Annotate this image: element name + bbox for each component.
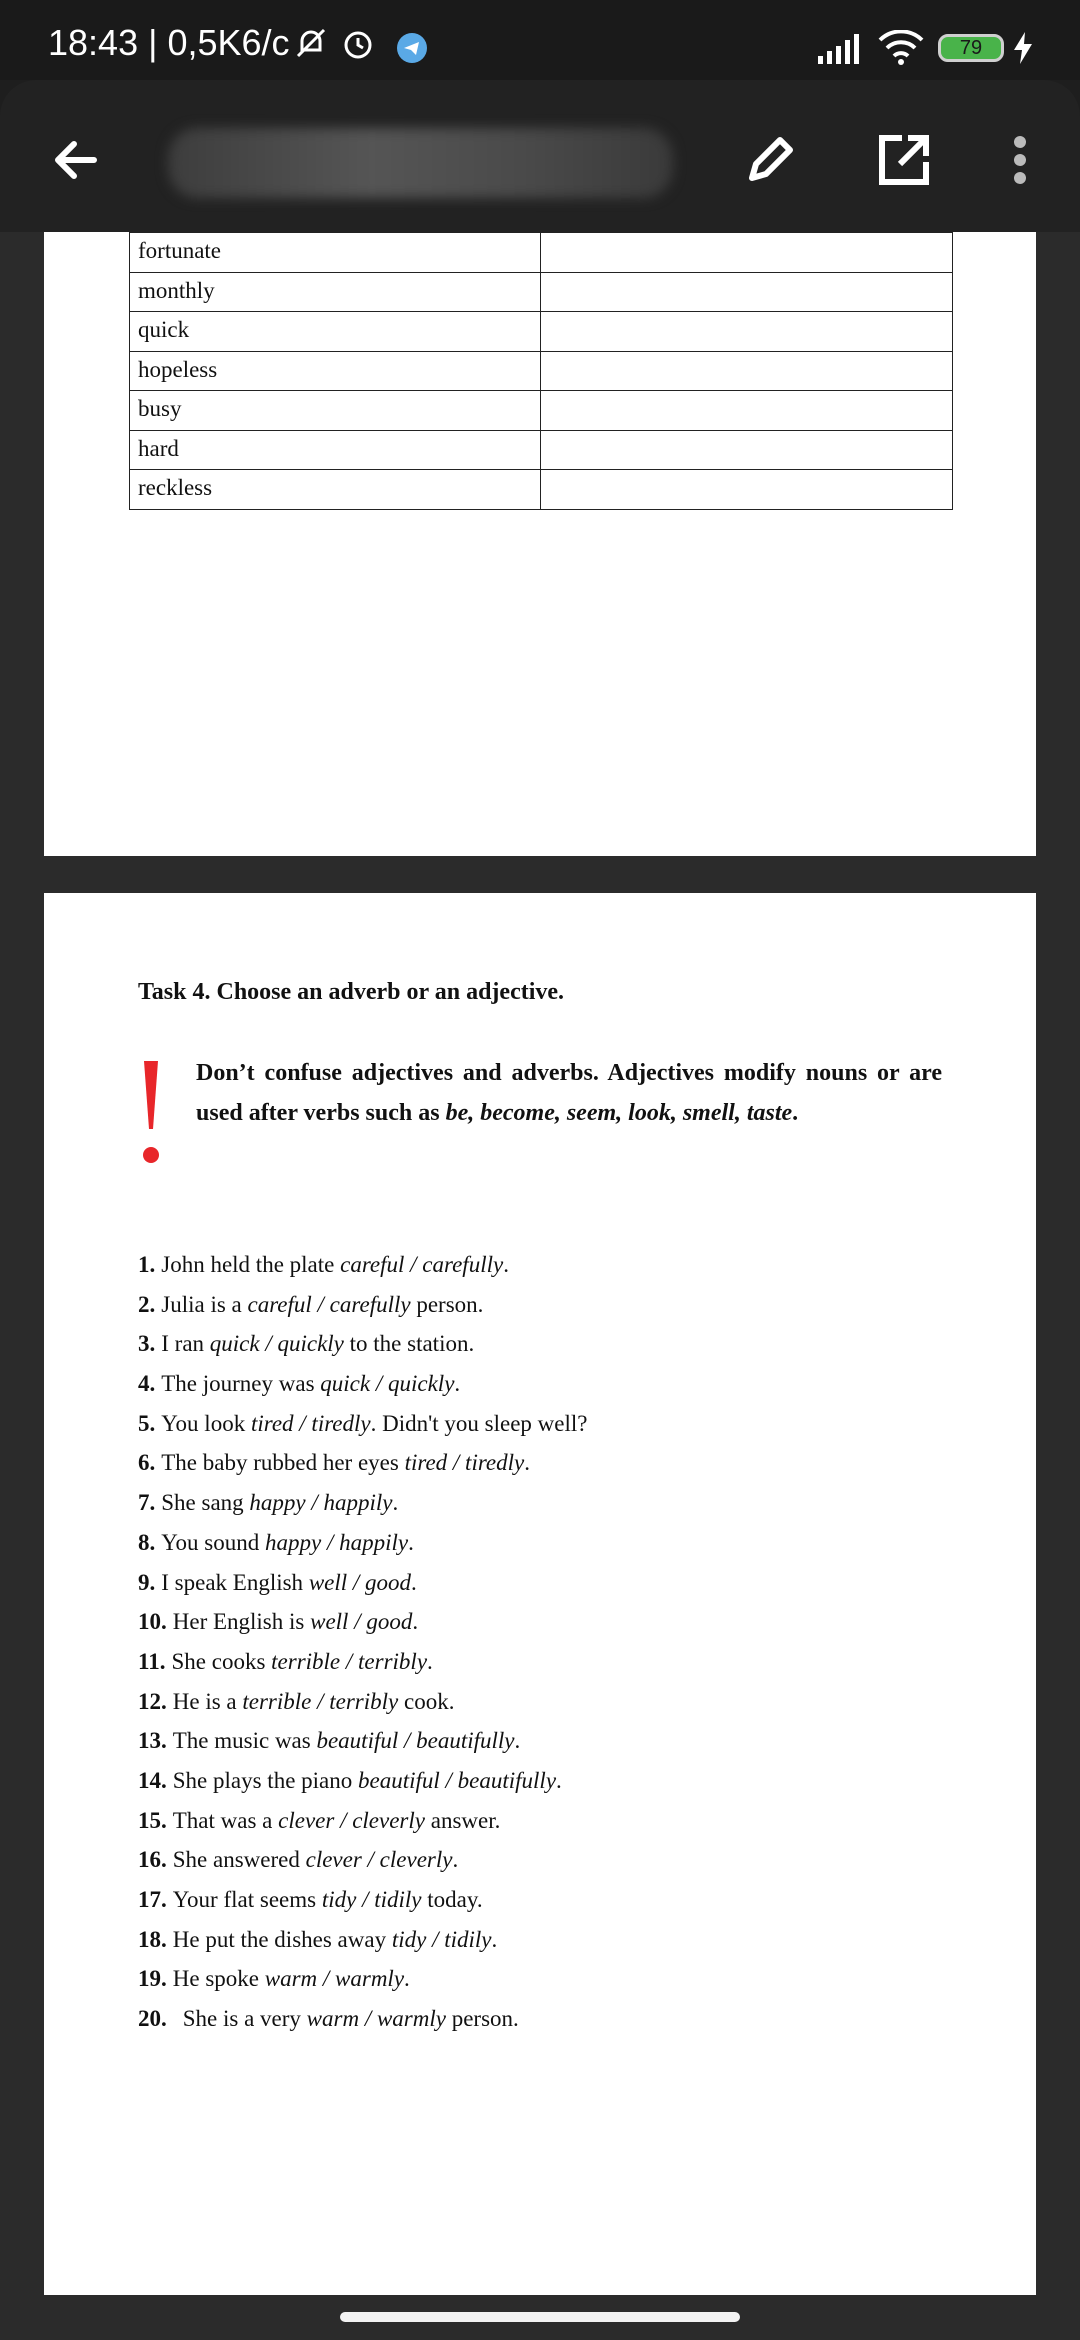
item-number: 17.	[138, 1887, 167, 1912]
home-indicator[interactable]	[340, 2312, 740, 2322]
table-row	[130, 312, 953, 352]
item-text-before: You sound	[161, 1529, 266, 1555]
table-cell-word: fortunate	[130, 233, 541, 273]
more-vertical-icon	[980, 120, 1060, 200]
item-text-after: cook.	[398, 1688, 455, 1714]
item-text-before: The baby rubbed her eyes	[161, 1450, 405, 1476]
list-item	[138, 1483, 958, 1523]
note-text: Don’t confuse adjectives and adverbs. Adjectives modify nouns or are used after verbs such as	[196, 1060, 942, 1126]
item-number: 9.	[138, 1569, 156, 1595]
item-text-after: .	[408, 1529, 414, 1555]
item-number: 13.	[138, 1728, 167, 1754]
more-options-button[interactable]	[980, 120, 1060, 200]
list-item	[138, 1721, 958, 1761]
table-row	[130, 351, 953, 391]
table-row	[130, 272, 953, 312]
list-item	[138, 1602, 958, 1642]
item-text-before: She cooks	[171, 1648, 272, 1674]
exercise-list	[138, 1245, 958, 2039]
item-text-after: .	[454, 1371, 461, 1397]
item-text-before: Your flat seems	[172, 1887, 322, 1912]
battery-indicator: 79	[938, 34, 1004, 62]
item-text-before: She is a very	[182, 2006, 307, 2032]
item-options: careful / carefully	[340, 1252, 504, 1277]
item-text-before: That was a	[172, 1807, 279, 1833]
wifi-icon	[878, 30, 924, 71]
item-number: 14.	[138, 1767, 167, 1793]
status-bar	[0, 0, 1080, 80]
item-options: happy / happily	[249, 1490, 393, 1516]
charging-icon	[1012, 32, 1034, 69]
item-text-before: She sang	[161, 1490, 250, 1516]
list-item	[138, 1801, 958, 1841]
item-text-before: He put the dishes away	[172, 1926, 392, 1952]
signal-icon	[818, 34, 862, 69]
back-arrow-icon	[36, 120, 116, 200]
document-title-blurred	[168, 128, 673, 198]
item-text-after: .	[491, 1926, 498, 1952]
list-item	[138, 1920, 958, 1960]
exclamation-icon	[140, 1061, 162, 1171]
item-text-before: She answered	[172, 1847, 306, 1873]
item-options: careful / carefully	[247, 1291, 411, 1317]
list-item	[138, 1642, 958, 1682]
open-external-button[interactable]	[864, 120, 944, 200]
item-text-after: .	[411, 1569, 417, 1595]
task-title: Task 4. Choose an adverb or an adjective.	[138, 979, 565, 1005]
item-text-after: .	[514, 1728, 521, 1754]
item-text-before: Julia is a	[161, 1291, 248, 1317]
list-item	[138, 1245, 958, 1285]
item-number: 2.	[138, 1291, 156, 1317]
item-options: tired / tiredly	[404, 1450, 525, 1476]
item-text-before: She plays the piano	[172, 1767, 358, 1793]
item-text-before: John held the plate	[161, 1252, 341, 1277]
edit-button[interactable]	[730, 120, 810, 200]
list-item	[138, 1959, 958, 1999]
table-cell-word: hopeless	[130, 351, 541, 391]
item-text-after: .	[503, 1252, 509, 1277]
pencil-icon	[730, 120, 810, 200]
item-number: 18.	[138, 1926, 167, 1952]
item-number: 3.	[138, 1331, 156, 1357]
item-number: 10.	[138, 1609, 167, 1635]
table-cell-answer	[541, 470, 953, 510]
note-end: .	[792, 1100, 799, 1126]
item-number: 4.	[138, 1371, 156, 1397]
table-row	[130, 470, 953, 510]
item-options: terrible / terribly	[271, 1648, 428, 1674]
list-item	[138, 1523, 958, 1563]
item-options: warm / warmly	[306, 2006, 446, 2032]
item-number: 1.	[138, 1252, 156, 1277]
list-item	[138, 1404, 958, 1444]
note-verbs: be, become, seem, look, smell, taste	[445, 1100, 793, 1126]
item-text-after: person.	[410, 1291, 484, 1317]
table-row	[130, 391, 953, 431]
item-text-after: answer.	[424, 1807, 501, 1833]
telegram-icon	[396, 32, 428, 69]
table-cell-word: hard	[130, 430, 541, 470]
item-number: 20.	[138, 2006, 167, 2032]
item-options: clever / cleverly	[278, 1807, 425, 1833]
list-item	[138, 1761, 958, 1801]
item-options: well / good	[310, 1609, 413, 1635]
item-text-before: The music was	[172, 1728, 317, 1754]
item-options: happy / happily	[265, 1529, 409, 1555]
list-item	[138, 1840, 958, 1880]
item-text-after: person.	[445, 2006, 519, 2032]
open-external-icon	[864, 120, 944, 200]
item-number: 5.	[138, 1410, 156, 1436]
list-item	[138, 1364, 958, 1404]
table-cell-answer	[541, 233, 953, 273]
item-text-after: to the station.	[343, 1331, 475, 1357]
item-number: 6.	[138, 1450, 156, 1476]
table-cell-answer	[541, 312, 953, 352]
item-text-after: .	[404, 1966, 410, 1992]
item-text-before: Her English is	[172, 1609, 311, 1635]
item-text-before: He spoke	[172, 1966, 265, 1992]
item-text-after: .	[427, 1648, 433, 1674]
item-number: 11.	[138, 1648, 166, 1674]
list-item	[138, 1999, 958, 2039]
item-text-after: .	[412, 1609, 419, 1635]
table-cell-answer	[541, 272, 953, 312]
table-cell-word: busy	[130, 391, 541, 431]
grammar-note	[196, 1053, 942, 1133]
item-text-after: .	[524, 1450, 530, 1476]
item-options: beautiful / beautifully	[316, 1728, 515, 1754]
document-page[interactable]	[44, 893, 1036, 2295]
item-number: 19.	[138, 1966, 167, 1992]
item-options: tired / tiredly	[250, 1410, 371, 1436]
item-text-after: .	[452, 1847, 459, 1873]
alarm-icon	[340, 26, 376, 67]
table-row	[130, 233, 953, 273]
item-options: quick / quickly	[320, 1371, 455, 1397]
item-number: 7.	[138, 1490, 156, 1516]
item-text-before: I ran	[161, 1331, 210, 1357]
table-cell-word: monthly	[130, 272, 541, 312]
item-text-before: I speak English	[161, 1569, 309, 1595]
item-text-after: today.	[421, 1887, 483, 1912]
item-text-before: He is a	[172, 1688, 243, 1714]
table-cell-answer	[541, 391, 953, 431]
item-text-before: You look	[161, 1410, 251, 1436]
item-text-after: .	[392, 1490, 399, 1516]
item-options: beautiful / beautifully	[358, 1767, 557, 1793]
list-item	[138, 1880, 958, 1920]
item-options: warm / warmly	[264, 1966, 405, 1992]
table-cell-word: reckless	[130, 470, 541, 510]
list-item	[138, 1443, 958, 1483]
status-time: 18:43 | 0,5K6/c	[48, 22, 290, 63]
item-options: well / good	[308, 1569, 412, 1595]
item-options: terrible / terribly	[242, 1688, 399, 1714]
item-options: tidy / tidily	[391, 1926, 492, 1952]
item-text-before: The journey was	[161, 1371, 321, 1397]
item-options: clever / cleverly	[305, 1847, 453, 1873]
item-number: 8.	[138, 1529, 156, 1555]
list-item	[138, 1285, 958, 1325]
item-options: tidy / tidily	[321, 1887, 422, 1912]
muted-bell-icon	[294, 26, 328, 65]
app-toolbar	[0, 80, 1080, 232]
item-text-after: . Didn't you sleep well?	[370, 1410, 588, 1436]
document-page[interactable]	[44, 232, 1036, 856]
word-table	[129, 232, 953, 510]
table-cell-answer	[541, 351, 953, 391]
item-number: 12.	[138, 1688, 167, 1714]
list-item	[138, 1682, 958, 1722]
item-number: 15.	[138, 1807, 167, 1833]
table-cell-answer	[541, 430, 953, 470]
item-text-after: .	[556, 1767, 562, 1793]
list-item	[138, 1324, 958, 1364]
item-options: quick / quickly	[209, 1331, 344, 1357]
table-row	[130, 430, 953, 470]
back-button[interactable]	[36, 120, 116, 200]
table-cell-word: quick	[130, 312, 541, 352]
list-item	[138, 1563, 958, 1603]
item-number: 16.	[138, 1847, 167, 1873]
